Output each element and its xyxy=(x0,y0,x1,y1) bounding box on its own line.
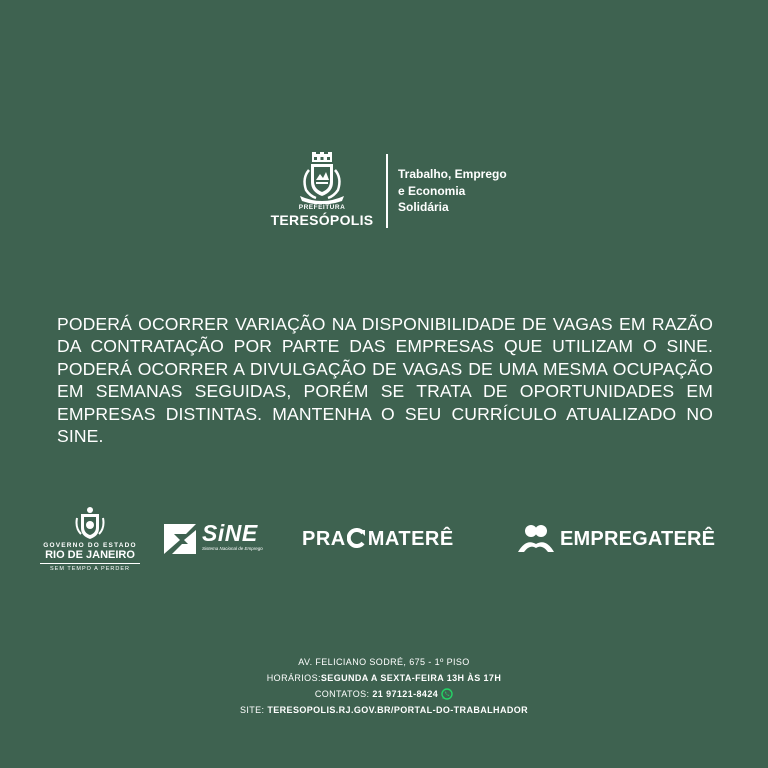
sine-logo xyxy=(162,522,272,562)
prefeitura-logo xyxy=(270,152,374,232)
people-hands-icon xyxy=(516,524,556,556)
prefeitura-label: PREFEITURA xyxy=(298,204,346,211)
department-line-2: e Economia xyxy=(398,183,466,198)
gov-line-3: SEM TEMPO A PERDER xyxy=(50,566,130,572)
department-name xyxy=(398,166,548,216)
contacts-label: CONTATOS: xyxy=(314,689,373,699)
website xyxy=(184,702,584,718)
pracamatere-name-end: MATERÊ xyxy=(367,528,454,550)
partner-logos xyxy=(40,500,750,580)
teresopolis-coat-of-arms-icon xyxy=(294,152,350,204)
hours-label: HORÁRIOS: xyxy=(266,673,321,683)
header-divider xyxy=(386,154,388,228)
empregatere-logo xyxy=(516,524,756,558)
hours xyxy=(184,670,584,686)
pracamatere-name-start: PRA xyxy=(302,528,346,550)
footer-info xyxy=(184,654,584,718)
site-url[interactable]: TERESOPOLIS.RJ.GOV.BR/PORTAL-DO-TRABALHADOR xyxy=(267,705,529,715)
hours-value: SEGUNDA A SEXTA-FEIRA 13H ÀS 17H xyxy=(320,673,502,683)
rio-de-janeiro-coat-of-arms-icon xyxy=(75,506,105,540)
department-line-3: Solidária xyxy=(398,200,449,214)
phone-number: 21 97121-8424 xyxy=(372,689,439,699)
gov-line-2: RIO DE JANEIRO xyxy=(40,549,140,564)
sine-subtitle: Sistema Nacional de Emprego xyxy=(202,546,263,551)
whatsapp-icon xyxy=(441,688,453,700)
site-label: SITE: xyxy=(239,705,268,715)
pracamatere-logo xyxy=(302,528,492,558)
sine-s-icon xyxy=(162,522,198,556)
header xyxy=(270,152,540,232)
address: AV. FELICIANO SODRÉ, 675 - 1º PISO xyxy=(298,657,470,667)
arrow-c-icon xyxy=(347,528,367,548)
city-name: TERESÓPOLIS xyxy=(270,212,374,228)
rio-government-logo xyxy=(40,506,140,576)
notice-text: PODERÁ OCORRER VARIAÇÃO NA DISPONIBILIDADE DE VAGAS EM RAZÃO DA CONTRATAÇÃO POR PARTE DAS EMPRESAS QUE UTILIZAM O SINE. PODERÁ OCORRER A DIVULGAÇÃO DE VAGAS DE UMA MESMA OCUPAÇÃO EM SEMANAS SEGUIDAS, PORÉM SE TRATA DE OPORTUNIDADES EM EMPRESAS DISTINTAS. MANTENHA O SEU CURRÍCULO ATUALIZADO NO SINE. xyxy=(57,314,713,447)
gov-line-1: GOVERNO DO ESTADO xyxy=(43,542,137,549)
sine-name: SiNE xyxy=(202,520,258,546)
department-line-1: Trabalho, Emprego xyxy=(398,167,507,181)
contacts xyxy=(184,686,584,702)
empregatere-name: EMPREGATERÊ xyxy=(560,528,716,550)
